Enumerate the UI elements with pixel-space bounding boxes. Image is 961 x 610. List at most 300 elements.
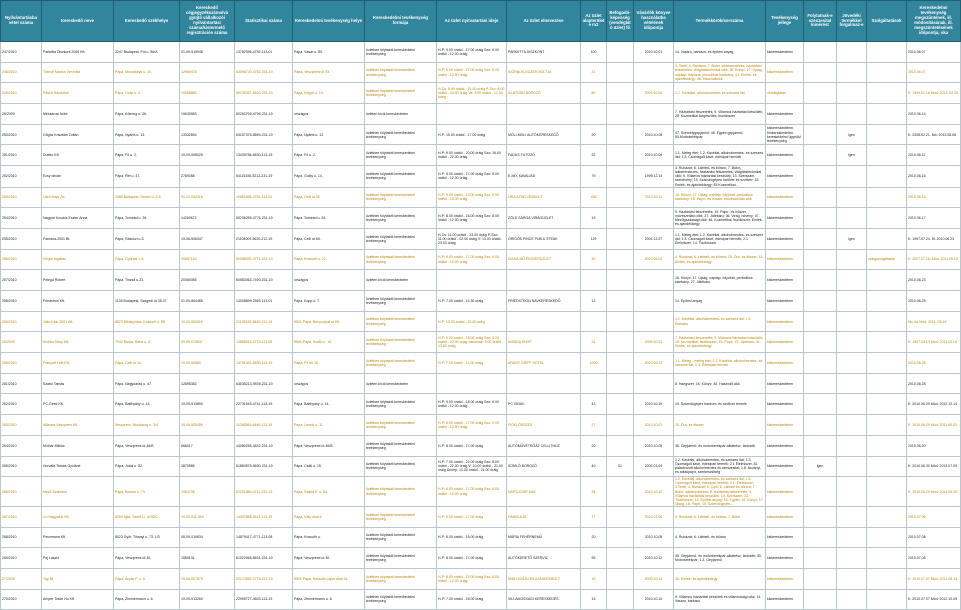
table-cell[interactable]: H-P: 9.00 órától - 18.00 óráig Szo: 9.00 órától - 12.00 óráig [437, 394, 507, 415]
table-cell[interactable] [804, 83, 837, 104]
table-cell[interactable]: Pápa, Vásár u. 80. [293, 42, 365, 63]
table-cell[interactable]: 60583063-7490-231-19 [235, 270, 293, 291]
table-cell[interactable]: Jákó Klub 2001 Kft. [42, 311, 114, 332]
table-cell[interactable]: Pápa, Veszprémi út 30. [293, 548, 365, 569]
table-cell[interactable]: SOMLÓ BOROZÓ [507, 456, 581, 477]
table-row[interactable] [1, 62, 961, 83]
table-cell[interactable]: 16. Könyv; 17. Újság, napilap, folyóirat, periodikus kiadvány; 27. Játékáru [674, 270, 766, 291]
table-cell[interactable]: 268/2010 [1, 527, 42, 548]
table-cell[interactable]: 2010.07.08 [907, 548, 961, 569]
table-cell[interactable] [607, 394, 634, 415]
table-cell[interactable]: 19-09-511-954 [180, 506, 235, 527]
table-cell[interactable]: H-P: 9.00 órától - 17.00 óráig Szo: 8.00 órától - 12.00 óráig [437, 166, 507, 187]
table-cell[interactable]: 14260672 [180, 208, 235, 229]
table-cell[interactable]: 26/2009 [1, 332, 42, 353]
table-cell[interactable]: Mező Szabolcs [42, 477, 114, 507]
table-cell[interactable]: 12 [581, 291, 607, 312]
table-cell[interactable]: 2002.01.04 [634, 456, 674, 477]
table-cell[interactable]: 20 [581, 435, 607, 456]
table-cell[interactable] [837, 187, 867, 208]
table-row[interactable] [1, 373, 961, 394]
table-cell[interactable] [607, 166, 634, 187]
table-cell[interactable]: IDŐRBOX-EGZER BOLTJA [507, 62, 581, 83]
table-row[interactable] [1, 477, 961, 507]
table-cell[interactable] [867, 568, 907, 589]
table-cell[interactable] [867, 311, 907, 332]
table-row[interactable] [1, 124, 961, 145]
table-cell[interactable] [837, 506, 867, 527]
table-cell[interactable]: 2010.10.10 [634, 477, 674, 507]
table-cell[interactable]: Pápa, Tinzsa u.23. [114, 270, 180, 291]
table-cell[interactable] [507, 311, 581, 332]
table-cell[interactable]: Co Hagyatuk Kft. [42, 506, 114, 527]
table-cell[interactable] [607, 589, 634, 610]
table-cell[interactable]: K: 1997.07.24. M: 2010.06.23 [907, 228, 961, 249]
table-cell[interactable]: 2010.06.28 [907, 291, 961, 312]
table-cell[interactable]: üzletben folytatott kereskedelmi tevékenység [365, 291, 437, 312]
table-cell[interactable]: 19 [581, 208, 607, 229]
table-cell[interactable]: Pápa, Nagyoárad u. 47. [114, 373, 180, 394]
table-cell[interactable]: K: 2010.06.29 Mód: 2014.06.02 [907, 477, 961, 507]
table-cell[interactable]: 55 [581, 548, 607, 569]
table-cell[interactable]: Pápa, Celli út 35. [293, 187, 365, 208]
table-cell[interactable] [804, 394, 837, 415]
table-cell[interactable] [804, 373, 837, 394]
table-cell[interactable]: 21104009-5630-212-19 [235, 228, 293, 249]
column-header[interactable]: Tevékenység jellege [766, 1, 804, 42]
table-cell[interactable]: Pápa, Gulky u. 14. [293, 166, 365, 187]
table-cell[interactable]: 30 [581, 249, 607, 270]
table-cell[interactable]: üzletben folytatott kereskedelmi tevékenység [365, 589, 437, 610]
table-cell[interactable]: 09-09-013637 [180, 332, 235, 353]
table-cell[interactable]: kiskereskedelem [766, 568, 804, 589]
table-cell[interactable]: ÓRIGÓS PINCE PUB & STEAK [507, 228, 581, 249]
table-cell[interactable]: országos [293, 270, 365, 291]
table-cell[interactable]: NAPSUGÁR KAS [507, 477, 581, 507]
table-cell[interactable] [867, 477, 907, 507]
table-cell[interactable] [607, 435, 634, 456]
table-cell[interactable]: kiskereskedelem [766, 353, 804, 374]
table-cell[interactable] [867, 373, 907, 394]
table-cell[interactable]: üzletben folytatott kereskedelmi tevékenység [365, 42, 437, 63]
table-cell[interactable]: Pápa, Csáti u. 15. [293, 456, 365, 477]
table-cell[interactable]: 45. Emlék- és ajándéktárgy [674, 568, 766, 589]
table-cell[interactable]: igen [837, 145, 867, 166]
table-row[interactable] [1, 145, 961, 166]
table-cell[interactable] [837, 166, 867, 187]
table-cell[interactable] [607, 42, 634, 63]
table-cell[interactable]: 252/2010 [1, 166, 42, 187]
table-cell[interactable]: Pelégó Róbert [42, 270, 114, 291]
table-cell[interactable]: MINI DIZÁJN ÉS AJÁNDÉKBOLT [507, 568, 581, 589]
table-cell[interactable]: Mészárosi Nóra [42, 104, 114, 125]
column-header[interactable]: Kereskedelmi tevékenység megszűntének, ill. módosításának, ill. megszüntetésének időpontja, oka [907, 1, 961, 42]
table-cell[interactable]: VILLAMOSSÁGI KERESKEDÉS [507, 589, 581, 610]
table-cell[interactable] [634, 373, 674, 394]
table-cell[interactable]: H-P: 8.00 órától - 17.00 óráig [437, 548, 507, 569]
table-cell[interactable]: 31 [581, 332, 607, 353]
column-header[interactable]: Szolgáltatások [867, 1, 907, 42]
table-cell[interactable]: 01-09-915948 [180, 42, 235, 63]
table-cell[interactable]: 80098092-4771-231-19 [235, 249, 293, 270]
table-cell[interactable]: 34 [581, 477, 607, 507]
table-cell[interactable]: 63157376-8559-231-19 [235, 124, 293, 145]
table-cell[interactable]: 60235357-5630-231-19 [235, 83, 293, 104]
table-cell[interactable]: vendéglátás [766, 83, 804, 104]
table-cell[interactable]: FADUS FILTOZÓ [507, 145, 581, 166]
table-cell[interactable] [804, 589, 837, 610]
table-cell[interactable] [607, 187, 634, 208]
table-cell[interactable] [607, 62, 634, 83]
table-cell[interactable]: 2010.10.05 [634, 435, 674, 456]
table-cell[interactable]: 15066883 [180, 83, 235, 104]
table-cell[interactable] [837, 208, 867, 229]
table-cell[interactable]: 100 [581, 42, 607, 63]
table-cell[interactable]: 1.2. Kávéital, alkoholmentes- és szeszes ital; 1.3. Édesáru [674, 311, 766, 332]
table-row[interactable] [1, 589, 961, 610]
table-cell[interactable]: H-P: 10.00 órától - 22.00 óráig [437, 311, 507, 332]
table-cell[interactable]: zálogszolgáltatás [867, 249, 907, 270]
table-cell[interactable] [634, 291, 674, 312]
table-cell[interactable] [837, 589, 867, 610]
table-cell[interactable]: FIÓKI ÖSSZES [507, 415, 581, 436]
table-cell[interactable]: kiskereskedelem [766, 477, 804, 507]
table-cell[interactable] [867, 527, 907, 548]
column-header[interactable]: Folytatnak-e szeszesital kimérést [804, 1, 837, 42]
table-cell[interactable]: ANDIKA SHOP [507, 332, 581, 353]
table-cell[interactable] [804, 270, 837, 291]
table-cell[interactable]: Pápa, Vály utca 4. [293, 506, 365, 527]
table-cell[interactable]: AUTÓMŰVÉTRÓÁZ CELLITHUZ [507, 435, 581, 456]
table-cell[interactable] [867, 589, 907, 610]
table-cell[interactable] [804, 228, 837, 249]
table-cell[interactable]: 19-09-505459 [180, 415, 235, 436]
table-cell[interactable] [837, 568, 867, 589]
table-cell[interactable]: 251/2010 [1, 145, 42, 166]
table-cell[interactable] [581, 104, 607, 125]
table-cell[interactable]: Pápa, Nyárfa u. 13. [114, 124, 180, 145]
table-cell[interactable]: Pápa, Kossuth u. [293, 527, 365, 548]
table-cell[interactable]: AUTÓKERETŐ SZERVIZ [507, 548, 581, 569]
table-cell[interactable]: Pápa, Veszprémi út 53. [293, 62, 365, 83]
table-cell[interactable]: 25/2009 [1, 104, 42, 125]
table-cell[interactable]: 20 [581, 527, 607, 548]
table-cell[interactable] [867, 124, 907, 145]
table-cell[interactable]: H-P: 8.00 órától - 16.00 óráig Szo: 8.00 órától - 12.00 óráig [437, 208, 507, 229]
table-cell[interactable] [837, 548, 867, 569]
table-cell[interactable]: 20060085 [180, 270, 235, 291]
column-header[interactable]: Vásárlók könyve használatba vételének időpontja [634, 1, 674, 42]
table-cell[interactable] [437, 104, 507, 125]
table-cell[interactable]: 3. Textil; 4. Ruházat; 7. Bútor, lakberendezés, háztartási felszerelés, világítástechnikai cikk; 16. Könyv; 17. Újság, napilap, folyóirat, periodikus kiadvány; 41. Emlék- és ajándéktárgy; 46. Használtcikk [674, 62, 766, 83]
table-row[interactable] [1, 506, 961, 527]
table-cell[interactable] [867, 415, 907, 436]
table-cell[interactable] [607, 527, 634, 548]
table-cell[interactable]: Pápa, Bocsor u. 79. [114, 477, 180, 507]
table-cell[interactable] [837, 332, 867, 353]
table-cell[interactable] [804, 311, 837, 332]
table-cell[interactable]: 2010.10.01 [634, 42, 674, 63]
table-cell[interactable]: 1000 [581, 353, 607, 374]
table-row[interactable] [1, 83, 961, 104]
table-cell[interactable]: PC GEAK! [507, 394, 581, 415]
table-cell[interactable]: üzleten kívül kereskedelem [365, 373, 437, 394]
table-cell[interactable]: 2010.06.16 [907, 166, 961, 187]
table-cell[interactable] [867, 166, 907, 187]
table-cell[interactable]: üzletben folytatott kereskedelmi tevékenység [365, 568, 437, 589]
table-cell[interactable]: 261/2010 [1, 373, 42, 394]
table-cell[interactable] [634, 104, 674, 125]
table-cell[interactable]: Pápa, Zimmermann u. 6. [114, 589, 180, 610]
table-cell[interactable] [804, 187, 837, 208]
table-cell[interactable]: Horváth Tamás Gyuláné [42, 456, 114, 477]
table-cell[interactable]: H-Cs: 8.00 órától - 21.00 óráig P-Szo: 8.00 órától - 24.00 óráig Va: 9.00 órától - 12.00 óráig [437, 83, 507, 104]
table-cell[interactable]: 1.2. Kávéital, alkoholmentes- és szeszes ital; 1.3. Csomagolt kávé, édesipari termék; 2.1. Élelmiszer; 3.Textil; 4. Ruházat; 5. Cipő; 6. Lábbeli és bőráru; 7. Bútor, lakberendezés; 8. Háztartási felszerelés; 9. Villamos háztartási készülék; 10. Szerszám; 13. Tisztítószer; 14. Építési anyag; 15. Egyéb; 16. Könyv; 17. Újság; 18. Papír; 19. Számítógépes... [675, 477, 764, 506]
table-cell[interactable]: kiskereskedelem [766, 506, 804, 527]
table-cell[interactable]: 259/2010 [1, 311, 42, 332]
table-cell[interactable]: 436 [581, 187, 607, 208]
table-row[interactable] [1, 527, 961, 548]
table-cell[interactable]: 60263709-4799-231-19 [235, 104, 293, 125]
table-cell[interactable]: 254/2010 [1, 208, 42, 229]
table-cell[interactable]: 63096720-4752-231-19 [235, 62, 293, 83]
table-cell[interactable]: üzletben folytatott kereskedelmi tevékenység [365, 527, 437, 548]
table-cell[interactable]: LÍRA KÖNYVESBOLT [507, 187, 581, 208]
table-cell[interactable]: 13435756-5630-113-19 [235, 145, 293, 166]
table-cell[interactable]: üzletben folytatott kereskedelmi tevékenység [365, 249, 437, 270]
table-cell[interactable] [837, 104, 867, 125]
table-cell[interactable]: 63035213-9539-231-19 [235, 373, 293, 394]
table-cell[interactable]: 8. Hangszer; 16. Könyv; 40. Használt cikk [674, 373, 766, 394]
column-header[interactable]: Kereskedelmi tevékenység helye [293, 1, 365, 42]
table-cell[interactable] [867, 208, 907, 229]
table-cell[interactable]: 270/2010 [1, 589, 42, 610]
table-cell[interactable] [804, 42, 837, 63]
table-cell[interactable]: üzletben folytatott kereskedelmi tevékenység [365, 145, 437, 166]
table-cell[interactable]: 27/2009 [1, 568, 42, 589]
table-cell[interactable]: Amper Trade Hu Kft. [42, 589, 114, 610]
table-cell[interactable]: üzleten kívül kereskedelem [365, 104, 437, 125]
table-cell[interactable]: 14. Vasáru, barkács, és építési anyag [674, 42, 766, 63]
table-cell[interactable]: 1559131 [180, 548, 235, 569]
table-cell[interactable]: 7542 Bonta, Rába u. 5. [114, 332, 180, 353]
table-cell[interactable]: 80 [581, 83, 607, 104]
table-cell[interactable]: Pápa, Veszprémi út 46/B [293, 435, 365, 456]
table-cell[interactable]: 22123562-4778-212-19 [235, 568, 293, 589]
table-cell[interactable] [804, 249, 837, 270]
table-cell[interactable]: 61022946-8531-231-19 [235, 548, 293, 569]
table-cell[interactable] [837, 456, 867, 477]
table-cell[interactable]: kiskereskedelem [766, 415, 804, 436]
table-cell[interactable]: kiskereskedelem [766, 589, 804, 610]
table-cell[interactable]: 2769058 [180, 166, 235, 187]
table-cell[interactable]: kiskereskedelem [766, 249, 804, 270]
table-cell[interactable]: 263/2010 [1, 415, 42, 436]
table-cell[interactable]: 31 [581, 62, 607, 83]
table-cell[interactable]: H-P: 8.00 órától - 17.00 óráig Szo: 6.00 órától - 12.00 óráig [437, 477, 507, 507]
table-cell[interactable]: üzletben folytatott kereskedelmi tevékenység [365, 332, 437, 353]
table-cell[interactable]: üzletben folytatott kereskedelmi tevékenység [365, 415, 437, 436]
column-header[interactable]: Az üzlet nyitvatartási ideje [437, 1, 507, 42]
table-cell[interactable] [607, 83, 634, 104]
table-cell[interactable]: üzletben folytatott kereskedelmi tevékenység [365, 435, 437, 456]
table-cell[interactable]: 27 [581, 415, 607, 436]
table-cell[interactable]: Pápa, Celli út 65. [293, 228, 365, 249]
table-cell[interactable] [867, 332, 907, 353]
table-cell[interactable]: 258/2010 [1, 291, 42, 312]
table-cell[interactable]: 269/2010 [1, 548, 42, 569]
table-cell[interactable]: 19-09-513260 [180, 589, 235, 610]
table-row[interactable] [1, 208, 961, 229]
table-cell[interactable]: 7. Háztartási felszerelés; 9. Villamos háztartási készülék; 18. Kozmetikai, tisztítószer; 19. Papír; 27. Játékáru; 41. Emlék- és ajándéktárgy [674, 332, 766, 353]
table-cell[interactable]: 14879417-4771-113-08 [235, 527, 293, 548]
table-cell[interactable] [607, 568, 634, 589]
table-cell[interactable]: E-MIX KAVALIÁD [507, 166, 581, 187]
table-cell[interactable]: Pápa, Szabó E. u. 53. [293, 477, 365, 507]
table-cell[interactable]: 45. Gépjármű- és motorkerékpár-alkatrész, tartozék [674, 435, 766, 456]
table-cell[interactable]: Pápa, Veszprémi út 30. [114, 548, 180, 569]
column-header[interactable]: Kereskedő neve [42, 1, 114, 42]
table-cell[interactable]: 255/2010 [1, 228, 42, 249]
table-cell[interactable] [437, 373, 507, 394]
table-cell[interactable]: ILLATOSN BOROZÓ [507, 83, 581, 104]
table-cell[interactable]: 19 [581, 568, 607, 589]
table-cell[interactable]: 19-09-508025 [180, 145, 235, 166]
table-cell[interactable]: 8500 Pápa, Kossuth Lajos utca 15. [293, 568, 365, 589]
table-cell[interactable]: 21105195-5630-211-19 [235, 311, 293, 332]
table-cell[interactable] [607, 249, 634, 270]
table-cell[interactable]: 666017 [180, 435, 235, 456]
table-cell[interactable]: K: 2010.07.07 Mód: 2012.08.14 [907, 568, 961, 589]
table-cell[interactable]: Nagyné Kovács Eszter Anna [42, 208, 114, 229]
table-cell[interactable]: 2001.12.07 [634, 228, 674, 249]
table-cell[interactable]: Ecsy István [42, 166, 114, 187]
table-cell[interactable]: kiskereskedelem [766, 373, 804, 394]
table-cell[interactable]: 2010.07.06 [907, 506, 961, 527]
table-cell[interactable]: MOLI-MOLI AUTÓKERESKEDŐ [507, 124, 581, 145]
table-cell[interactable] [804, 527, 837, 548]
table-cell[interactable]: 3247 Budapest, Fót u. 56/A [114, 42, 180, 63]
table-cell[interactable] [867, 187, 907, 208]
table-cell[interactable]: 1086 Budapest, Deréki u. 4-8 [114, 187, 180, 208]
table-cell[interactable]: 9. Villamos háztartási készülék és villamossági cikk; 14. Vasáru, barkács [674, 589, 766, 610]
table-cell[interactable] [581, 311, 607, 332]
table-cell[interactable]: 2010.10.08 [634, 527, 674, 548]
table-cell[interactable] [867, 291, 907, 312]
table-row[interactable] [1, 228, 961, 249]
table-cell[interactable]: Pápa, Rét u. 47. [114, 166, 180, 187]
table-cell[interactable]: 20 [581, 124, 607, 145]
table-cell[interactable]: 19-03-500516 [180, 311, 235, 332]
table-cell[interactable]: 65236259-4776-231-19 [235, 208, 293, 229]
table-cell[interactable]: 19639983 [180, 104, 235, 125]
table-cell[interactable]: H-P: 9.00 órától - 17.00 óráig Szo: 9.00 órától - 12.00 óráig [437, 249, 507, 270]
table-cell[interactable]: 20657143 [180, 249, 235, 270]
table-cell[interactable]: Tóthné Marton Veronika [42, 62, 114, 83]
column-header[interactable]: Jövedéki termékkel forgalmaz-e [837, 1, 867, 42]
table-cell[interactable] [634, 270, 674, 291]
table-cell[interactable]: 4. Ruházat; 6. Lábbeli- és bőráru; 7. Bútor, lakberendezés, háztartási felszerelés, világítástechnikai cikk; 9. Villamos háztartási készülék; 13. Szerszám, szerelvény; 19. Számítógépes hardver és szoftver; 43. Emlék- és ajándéktárgy; 45 Kozmetikai... [674, 166, 766, 187]
table-cell[interactable]: 5. Háztartási felszerelés; 19. Papír- és írószer, művészellátó cikk; 27. Játékáru; 36. Virág, növény; 47. Mezőgazdasági cikk; 46. Kozmetikai, tisztítószer, Emlék- és ajándéktárgy [674, 208, 766, 229]
table-cell[interactable]: HANGULAT [507, 506, 581, 527]
table-cell[interactable]: Parketta Diszkont 2006 Kft. [42, 42, 114, 63]
table-cell[interactable]: Pápa, Golic u. 4. [114, 83, 180, 104]
table-cell[interactable] [867, 394, 907, 415]
table-cell[interactable] [507, 373, 581, 394]
table-cell[interactable]: 12969478 [180, 62, 235, 83]
table-cell[interactable]: H-P: 7.00 órától - 14.30 óráig [437, 353, 507, 374]
table-cell[interactable]: Pápa, Tornetal u. 26. [114, 208, 180, 229]
table-cell[interactable]: Pápa, Kőmíng u. 26. [114, 104, 180, 125]
table-cell[interactable]: H-P: 7.00 órától - 22.00 óráig Szo: 8.00 órától - 22.00 óráig V: 10.00 órától - 21.00 óráig Ünnep: 10.00 órától - 21.00 óráig [437, 456, 507, 477]
table-cell[interactable]: Pápa, Batthyány u. 14. [293, 394, 365, 415]
table-cell[interactable]: 2009.10.01 [634, 332, 674, 353]
table-cell[interactable]: 1999.12.14 [634, 166, 674, 187]
table-cell[interactable] [867, 506, 907, 527]
table-cell[interactable] [837, 42, 867, 63]
table-cell[interactable]: H-P: 8.00 órától - 12.00 óráig Szo: 8.00 órától - 12.00 óráig [437, 568, 507, 589]
table-cell[interactable] [607, 291, 634, 312]
table-cell[interactable]: igen [804, 456, 837, 477]
table-cell[interactable] [837, 415, 867, 436]
table-cell[interactable]: 13741452-8690-113-19 [235, 353, 293, 374]
table-cell[interactable] [804, 435, 837, 456]
table-cell[interactable] [607, 353, 634, 374]
table-cell[interactable]: üzletben folytatott kereskedelmi tevékenység [365, 228, 437, 249]
table-cell[interactable]: 8531 Pápa, Bonyodpuli út 65. [293, 311, 365, 332]
table-cell[interactable]: 1.1. Meleg étel; 1.2. Kávéital, alkoholmentes- és szeszes ital; 1.3. Csomagolt kávé, édesipari termék [674, 145, 766, 166]
table-cell[interactable]: Pápa, Celli út 34. [114, 353, 180, 374]
table-cell[interactable] [837, 291, 867, 312]
table-cell[interactable]: PARKETTA DISZKONT [507, 42, 581, 63]
table-cell[interactable]: kiskereskedelem [766, 527, 804, 548]
table-cell[interactable]: Pápa, Jókai u. 82. [114, 456, 180, 477]
table-cell[interactable]: H-P: 9.00 órától - 17.00 óráig [437, 506, 507, 527]
table-cell[interactable]: Pamana-2001 Bt. [42, 228, 114, 249]
table-cell[interactable]: 2010.10.19 [634, 394, 674, 415]
table-cell[interactable]: 257/2010 [1, 270, 42, 291]
table-cell[interactable]: Pápa, Kopp u. 7. [293, 291, 365, 312]
table-cell[interactable]: ARANY GRIFF HOTEL [507, 353, 581, 374]
table-cell[interactable]: 16. Könyv; 17. Újság, napilap, folyóirat, periodikus kiadvány; 18. Papír- és írószer, művészellátó cikk [674, 187, 766, 208]
table-cell[interactable]: 4. Ruházat; 6. Lábbeli- és bőráru; 25. Óra- és ékszer; 41. Emlék- és ajándéktárgy [674, 249, 766, 270]
table-cell[interactable]: kiskereskedelem [766, 166, 804, 187]
table-cell[interactable]: 14497858-4511-113-19 [235, 506, 293, 527]
table-cell[interactable]: 19-06-506347 [180, 228, 235, 249]
column-header[interactable]: Termékkörök/sorszáma [674, 1, 766, 42]
table-cell[interactable]: 12895382 [180, 373, 235, 394]
table-cell[interactable]: 8500 Pápa, Szálló u. 15 [293, 332, 365, 353]
table-cell[interactable] [437, 270, 507, 291]
table-cell[interactable] [607, 104, 634, 125]
column-header[interactable]: Az üzlet alapterülete m2 [581, 1, 607, 42]
table-row[interactable] [1, 291, 961, 312]
table-cell[interactable]: 08-09-019634 [180, 527, 235, 548]
table-cell[interactable]: H-P: 9.00 órától - 19.00 óráig Szo: 9.00 órától - 13.00 óráig [437, 187, 507, 208]
table-cell[interactable]: K: 2010.06.30 Mód: 2013.07.09 [907, 456, 961, 477]
table-cell[interactable] [607, 332, 634, 353]
table-cell[interactable]: Friedstron Kft. [42, 291, 114, 312]
table-row[interactable] [1, 311, 961, 332]
table-cell[interactable]: Alliance-Veszprém Kft. [42, 415, 114, 436]
table-cell[interactable] [607, 415, 634, 436]
table-cell[interactable]: kiskereskedelem [766, 187, 804, 208]
table-cell[interactable]: Duetto Kft. [42, 145, 114, 166]
table-cell[interactable]: 262/2010 [1, 394, 42, 415]
table-cell[interactable] [867, 104, 907, 125]
table-cell[interactable]: üzletben folytatott kereskedelmi tevékenység [365, 456, 437, 477]
table-cell[interactable]: H-P: 9.00 órától - 17.00 óráig Szo: 9.00 órától - 12.00 óráig [437, 42, 507, 63]
